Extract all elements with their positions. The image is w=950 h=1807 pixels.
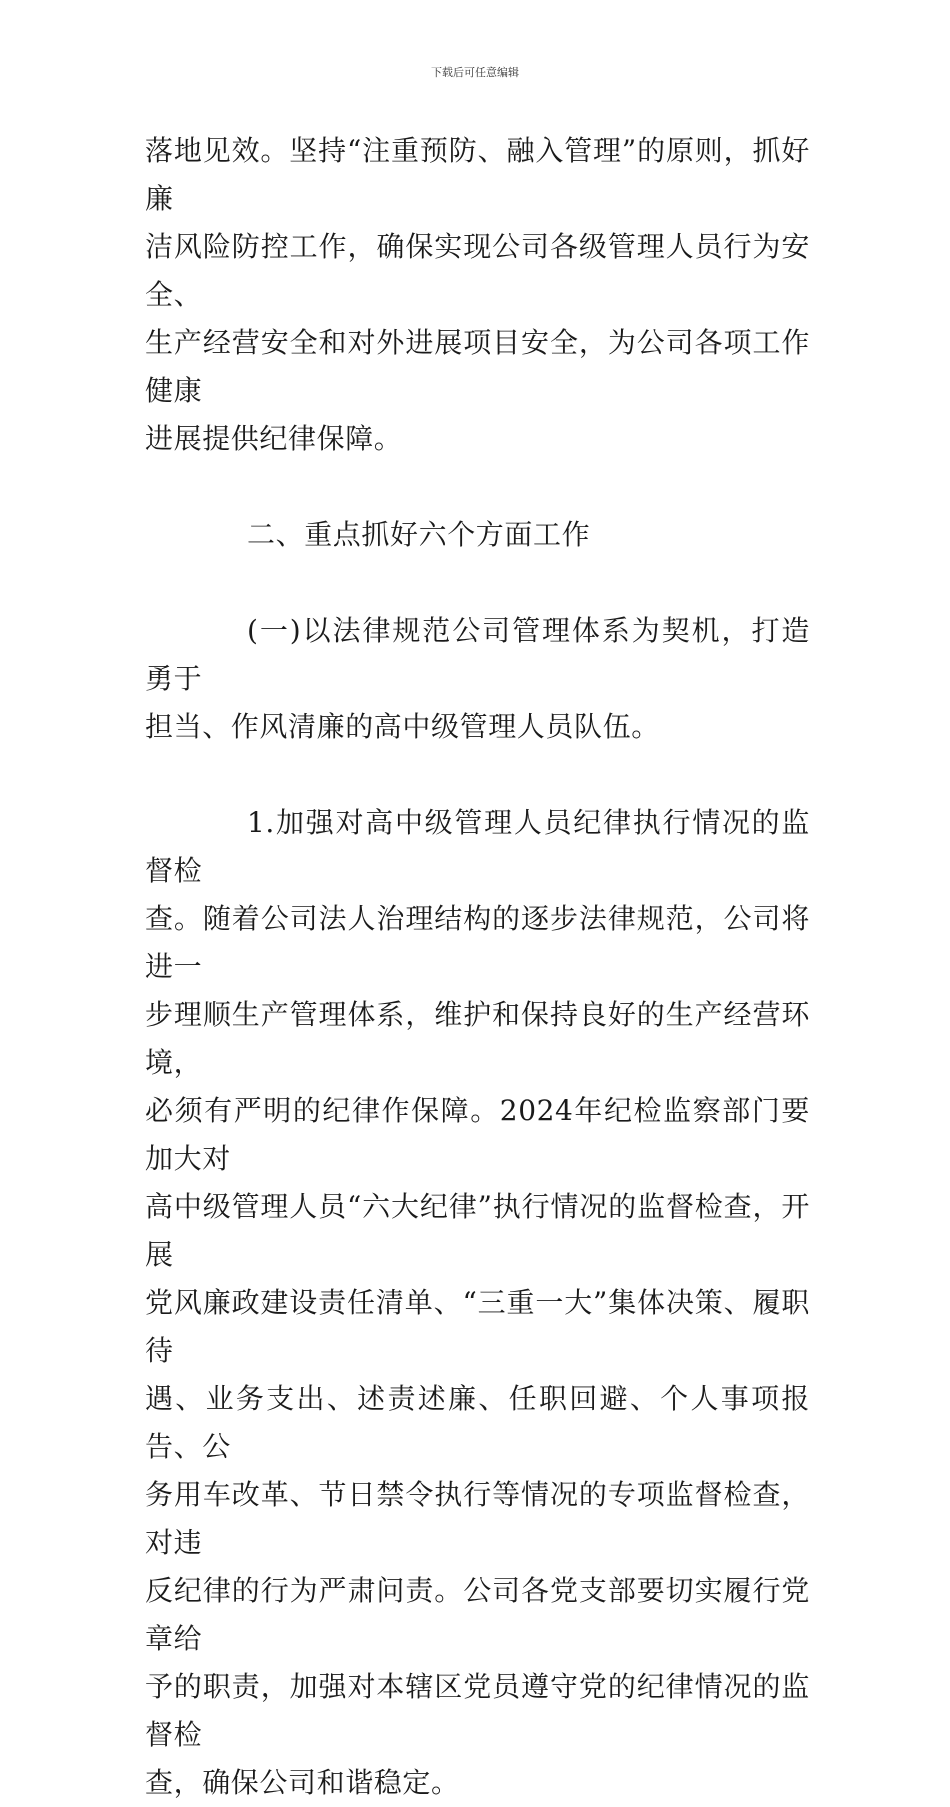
text-line: 1.加强对高中级管理人员纪律执行情况的监督检 [145, 806, 810, 887]
text-line: 反纪律的行为严肃问责。公司各党支部要切实履行党章给 [145, 1574, 810, 1655]
subsection-heading [145, 607, 810, 751]
text-line: 必须有严明的纪律作保障。2024年纪检监察部门要加大对 [145, 1094, 810, 1175]
text-line: 予的职责，加强对本辖区党员遵守党的纪律情况的监督检 [145, 1670, 810, 1751]
heading-text: 二、重点抓好六个方面工作 [247, 518, 591, 551]
text-line: 生产经营安全和对外进展项目安全，为公司各项工作健康 [145, 326, 810, 407]
text-line: 进展提供纪律保障。 [145, 422, 403, 455]
page-header-note: 下载后可任意编辑 [431, 66, 519, 79]
text-line: 高中级管理人员“六大纪律”执行情况的监督检查，开展 [145, 1190, 810, 1271]
text-line: 担当、作风清廉的高中级管理人员队伍。 [145, 710, 660, 743]
text-line: 务用车改革、节日禁令执行等情况的专项监督检查，对违 [145, 1478, 810, 1559]
paragraph-item-1 [145, 799, 810, 1807]
text-line: 党风廉政建设责任清单、“三重一大”集体决策、履职待 [145, 1286, 810, 1367]
paragraph-principle [145, 127, 810, 463]
text-line: (一)以法律规范公司管理体系为契机，打造勇于 [145, 614, 810, 695]
text-line: 洁风险防控工作，确保实现公司各级管理人员行为安全、 [145, 230, 810, 311]
text-line: 查，确保公司和谐稳定。 [145, 1766, 460, 1799]
text-line: 落地见效。坚持“注重预防、融入管理”的原则，抓好廉 [145, 134, 810, 215]
document-body [145, 127, 810, 1807]
text-line: 查。随着公司法人治理结构的逐步法律规范，公司将进一 [145, 902, 810, 983]
section-heading [145, 511, 810, 559]
text-line: 遇、业务支出、述责述廉、任职回避、个人事项报告、公 [145, 1382, 810, 1463]
text-line: 步理顺生产管理体系，维护和保持良好的生产经营环境， [145, 998, 810, 1079]
